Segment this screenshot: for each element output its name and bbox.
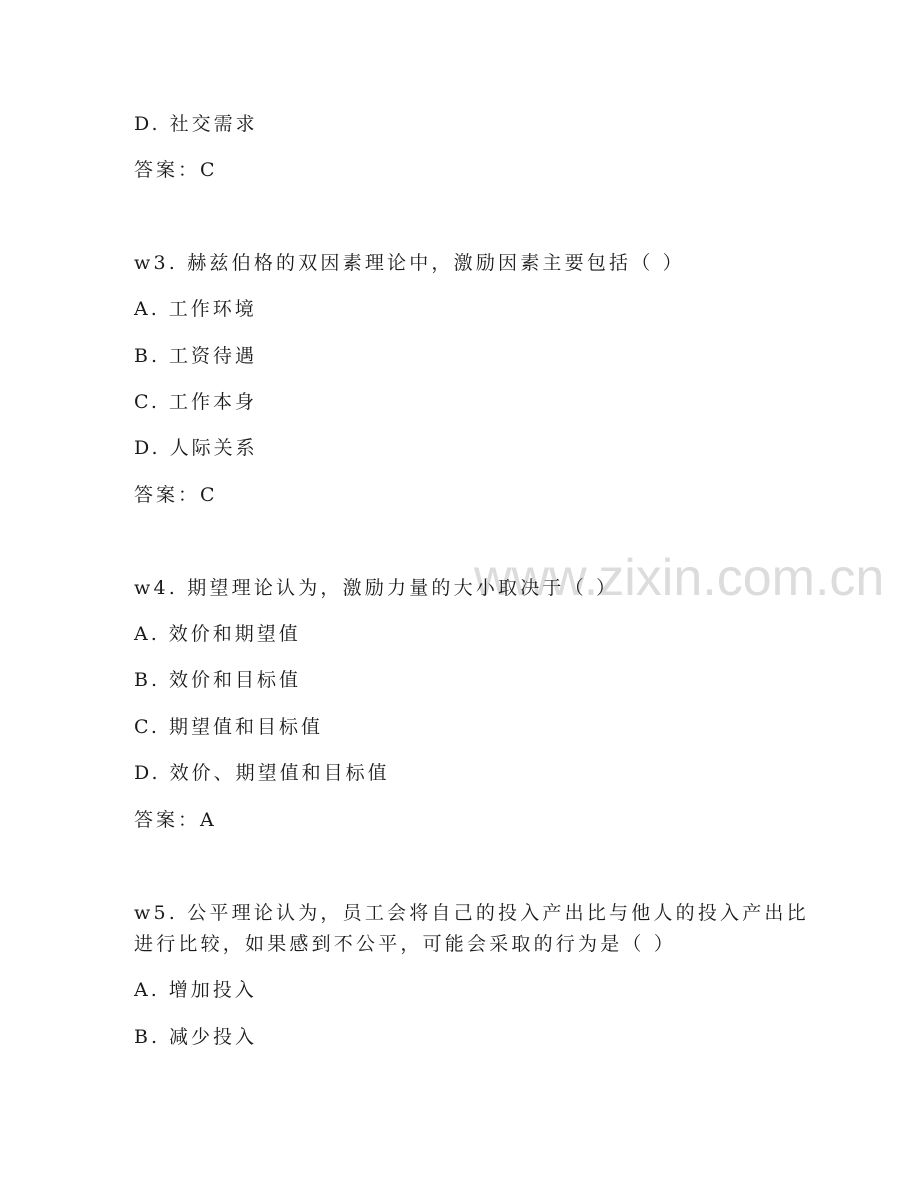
question-w3-answer: 答案：C bbox=[134, 484, 218, 506]
question-w5-line2: 进行比较，如果感到不公平，可能会采取的行为是（ ） bbox=[134, 933, 677, 955]
question-w3: w3. 赫兹伯格的双因素理论中，激励因素主要包括（ ） bbox=[134, 252, 685, 274]
question-w5-option-b: B. 减少投入 bbox=[134, 1026, 258, 1048]
question-w3-option-b: B. 工资待遇 bbox=[134, 345, 258, 367]
question-w4-answer: 答案：A bbox=[134, 809, 217, 831]
watermark-text: www.zixin.com.cn bbox=[474, 549, 885, 607]
question-w3-option-c: C. 工作本身 bbox=[134, 391, 257, 413]
question-w4-option-c: C. 期望值和目标值 bbox=[134, 716, 323, 738]
question-w3-option-a: A. 工作环境 bbox=[134, 298, 257, 320]
option-d-social-needs: D. 社交需求 bbox=[134, 113, 258, 135]
answer-previous: 答案：C bbox=[134, 159, 218, 181]
question-w4: w4. 期望理论认为，激励力量的大小取决于（ ） bbox=[134, 577, 619, 599]
question-w5-option-a: A. 增加投入 bbox=[134, 979, 257, 1001]
question-w5-line1: w5. 公平理论认为，员工会将自己的投入产出比与他人的投入产出比 bbox=[134, 902, 809, 924]
question-w4-option-b: B. 效价和目标值 bbox=[134, 669, 302, 691]
question-w3-option-d: D. 人际关系 bbox=[134, 437, 258, 459]
question-w4-option-a: A. 效价和期望值 bbox=[134, 623, 301, 645]
question-w4-option-d: D. 效价、期望值和目标值 bbox=[134, 762, 390, 784]
